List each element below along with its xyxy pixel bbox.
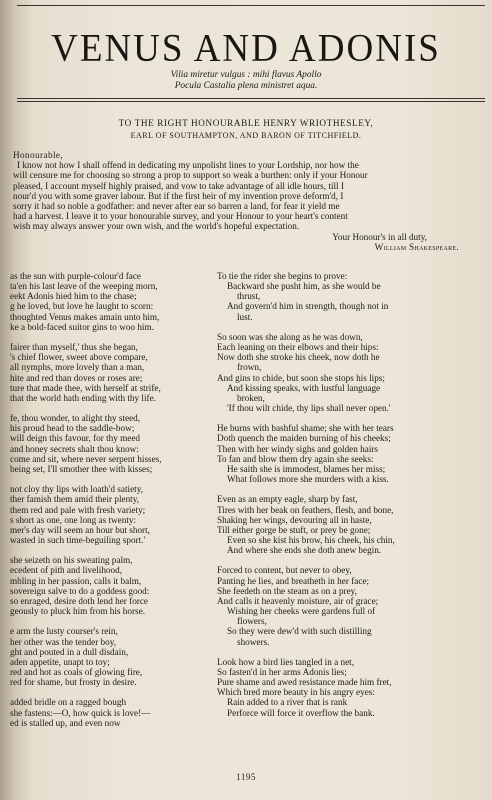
verse-line: broken, bbox=[237, 392, 265, 403]
verse-line: So soon was she along as he was down, bbox=[217, 331, 363, 342]
verse-line: Rain added to a river that is rank bbox=[227, 697, 348, 708]
top-rule bbox=[17, 5, 485, 6]
letter-line: will censure me for choosing so strong a prop to support so weak a burthen: only if your Honour bbox=[13, 170, 368, 181]
verse-line: Shaking her wings, devouring all in haste, bbox=[217, 514, 372, 525]
verse-line: And kissing speaks, with lustful language bbox=[227, 382, 381, 393]
poem-left-column bbox=[10, 271, 206, 738]
verse-line: Then with her windy sighs and golden hairs bbox=[217, 443, 379, 454]
letter-line: nour'd you with some graver labour. But if the first heir of my invention prove deform'd, I bbox=[13, 190, 344, 201]
verse-line: Pure shame and awed resistance made him fret, bbox=[217, 677, 392, 688]
verse-line: mer's day will seem an hour but short, bbox=[10, 524, 150, 535]
stanza bbox=[10, 555, 206, 616]
verse-line: she fastens:—O, how quick is love!— bbox=[10, 707, 151, 718]
verse-line: She feedeth on the steam as on a prey, bbox=[217, 585, 357, 596]
stanza bbox=[10, 697, 206, 727]
verse-line: ther famish them amid their plenty, bbox=[10, 494, 140, 505]
verse-line: Which bred more beauty in his angry eyes: bbox=[217, 687, 375, 698]
verse-line: So they were dew'd with such distilling bbox=[227, 626, 372, 637]
header-rule-1 bbox=[17, 98, 485, 99]
verse-line: them red and pale with fresh variety; bbox=[10, 504, 146, 515]
verse-line: Even as an empty eagle, sharp by fast, bbox=[217, 494, 358, 505]
verse-line: He burns with bashful shame; she with her tears bbox=[217, 423, 394, 434]
dedication-subheading: EARL OF SOUTHAMPTON, AND BARON OF TITCHFIELD. bbox=[130, 131, 362, 140]
stanza bbox=[10, 484, 206, 545]
verse-line: thoughted Venus makes amain unto him, bbox=[10, 311, 160, 322]
verse-line: red for shame, but frosty in desire. bbox=[10, 677, 137, 688]
verse-line: And gins to chide, but soon she stops his lips; bbox=[217, 372, 385, 383]
letter-line: I know not how I shall offend in dedicating my unpolisht lines to your Lordship, nor how the bbox=[17, 160, 359, 171]
verse-line: To tie the rider she begins to prove: bbox=[217, 271, 348, 281]
epigraph-line-2: Pocula Castalia plena ministret aqua. bbox=[174, 81, 318, 91]
verse-line: and honey secrets shalt thou know: bbox=[10, 443, 139, 454]
verse-line: Even so she kist his brow, his cheek, his chin, bbox=[227, 535, 395, 546]
verse-line: ed is stalled up, and even now bbox=[10, 717, 121, 728]
verse-line: ta'en his last leave of the weeping morn, bbox=[10, 281, 158, 292]
verse-line: that the world hath ending with thy life. bbox=[10, 392, 156, 403]
verse-line: Perforce will force it overflow the bank. bbox=[227, 707, 375, 718]
verse-line: lust. bbox=[237, 311, 253, 322]
stanza bbox=[10, 271, 206, 332]
verse-line: Tires with her beak on feathers, flesh, and bone, bbox=[217, 504, 394, 515]
verse-line: Wishing her cheeks were gardens full of bbox=[227, 606, 376, 617]
stanza bbox=[217, 494, 485, 555]
verse-line: Till either gorge be stuft, or prey be gone; bbox=[217, 524, 371, 535]
verse-line: his proud head to the saddle-bow; bbox=[10, 423, 135, 434]
verse-line: aden appetite, unapt to toy; bbox=[10, 656, 110, 667]
verse-line: flowers, bbox=[237, 616, 267, 627]
verse-line: e arm the lusty courser's rein, bbox=[10, 626, 118, 637]
verse-line: mbling in her passion, calls it balm, bbox=[10, 575, 142, 586]
verse-line: Now doth she stroke his cheek, now doth he bbox=[217, 352, 380, 363]
dedication-heading: TO THE RIGHT HONOURABLE HENRY WRIOTHESLEY, bbox=[118, 118, 374, 128]
verse-line: her other was the tender boy, bbox=[10, 636, 117, 647]
verse-line: So fasten'd in her arms Adonis lies; bbox=[217, 667, 347, 678]
verse-line: To fan and blow them dry again she seeks: bbox=[217, 453, 374, 464]
verse-line: ke a bold-faced suitor gins to woo him. bbox=[10, 321, 154, 332]
verse-line: Look how a bird lies tangled in a net, bbox=[217, 656, 355, 667]
verse-line: What follows more she murders with a kiss. bbox=[227, 474, 389, 485]
verse-line: come and sit, where never serpent hisses, bbox=[10, 453, 162, 464]
verse-line: Forced to content, but never to obey, bbox=[217, 565, 352, 576]
verse-line: red and hot as coals of glowing fire, bbox=[10, 667, 143, 678]
letter-line: pleased, I account myself highly praised, and vow to take advantage of all idle hours, till I bbox=[13, 180, 344, 191]
letter-line: sorry it had so noble a godfather: and never after ear so barren a land, for fear it yield me bbox=[13, 201, 340, 212]
poem-title: VENUS AND ADONIS bbox=[51, 26, 441, 71]
letter-closing: Your Honour's in all duty, bbox=[332, 231, 427, 242]
verse-line: as the sun with purple-colour'd face bbox=[10, 271, 142, 281]
verse-line: ture that made thee, with herself at strife, bbox=[10, 382, 161, 393]
stanza bbox=[217, 271, 485, 322]
verse-line: eekt Adonis hied him to the chase; bbox=[10, 291, 137, 302]
verse-line: And where she ends she doth anew begin. bbox=[227, 545, 382, 556]
stanza bbox=[217, 657, 485, 718]
verse-line: she seizeth on his sweating palm, bbox=[10, 555, 133, 566]
stanza bbox=[217, 565, 485, 646]
verse-line: not cloy thy lips with loath'd satiety, bbox=[10, 484, 143, 495]
verse-line: And calls it heavenly moisture, air of grace; bbox=[217, 595, 379, 606]
verse-line: so enraged, desire doth lend her force bbox=[10, 595, 149, 606]
letter-line: had a harvest. I leave it to your honourable survey, and your Honour to your heart's content bbox=[13, 211, 348, 222]
verse-line: thrust, bbox=[237, 291, 261, 302]
verse-line: And govern'd him in strength, though not in bbox=[227, 301, 389, 312]
verse-line: showers. bbox=[237, 636, 270, 647]
letter-salutation: Honourable, bbox=[13, 150, 64, 160]
verse-line: will deign this favour, for thy meed bbox=[10, 433, 141, 444]
verse-line: being set, I'll smother thee with kisses; bbox=[10, 463, 153, 474]
verse-line: all nymphs, more lovely than a man, bbox=[10, 362, 145, 373]
verse-line: hite and red than doves or roses are; bbox=[10, 372, 143, 383]
letter-signature: William Shakespeare. bbox=[374, 241, 459, 252]
verse-line: sovereign salve to do a goddess good: bbox=[10, 585, 150, 596]
verse-line: 's chief flower, sweet above compare, bbox=[10, 352, 148, 363]
stanza bbox=[217, 332, 485, 413]
stanza bbox=[10, 626, 206, 687]
verse-line: ght and pouted in a dull disdain, bbox=[10, 646, 129, 657]
verse-line: frown, bbox=[237, 362, 262, 373]
poem-right-column bbox=[217, 271, 485, 728]
verse-line: added bridle on a ragged bough bbox=[10, 697, 127, 708]
verse-line: wasted in such time-beguiling sport.' bbox=[10, 535, 146, 546]
letter-line: wish may always answer your own wish, and the world's hopeful expectation. bbox=[13, 221, 300, 232]
dedication-letter bbox=[13, 150, 485, 252]
verse-line: fairer than myself,' thus she began, bbox=[10, 342, 138, 353]
stanza bbox=[217, 423, 485, 484]
stanza bbox=[10, 413, 206, 474]
verse-line: Doth quench the maiden burning of his cheeks; bbox=[217, 433, 391, 444]
verse-line: 'If thou wilt chide, thy lips shall never open.' bbox=[227, 403, 391, 414]
header-rule-2 bbox=[17, 101, 485, 102]
verse-line: ecedent of pith and livelihood, bbox=[10, 565, 123, 576]
verse-line: Panting he lies, and breatheth in her face; bbox=[217, 575, 370, 586]
verse-line: He saith she is immodest, blames her miss; bbox=[227, 463, 386, 474]
epigraph bbox=[0, 70, 492, 92]
page-number: 1195 bbox=[236, 772, 256, 782]
verse-line: Backward she pusht him, as she would be bbox=[227, 281, 381, 292]
verse-line: s short as one, one long as twenty: bbox=[10, 514, 137, 525]
verse-line: fe, thou wonder, to alight thy steed, bbox=[10, 413, 141, 424]
epigraph-line-1: Vilia miretur vulgus : mihi flavus Apollo bbox=[170, 70, 322, 80]
verse-line: geously to pluck him from his horse. bbox=[10, 606, 145, 617]
verse-line: g he loved, but love he laught to scorn: bbox=[10, 301, 154, 312]
stanza bbox=[10, 342, 206, 403]
verse-line: Each leaning on their elbows and their hips: bbox=[217, 342, 379, 353]
